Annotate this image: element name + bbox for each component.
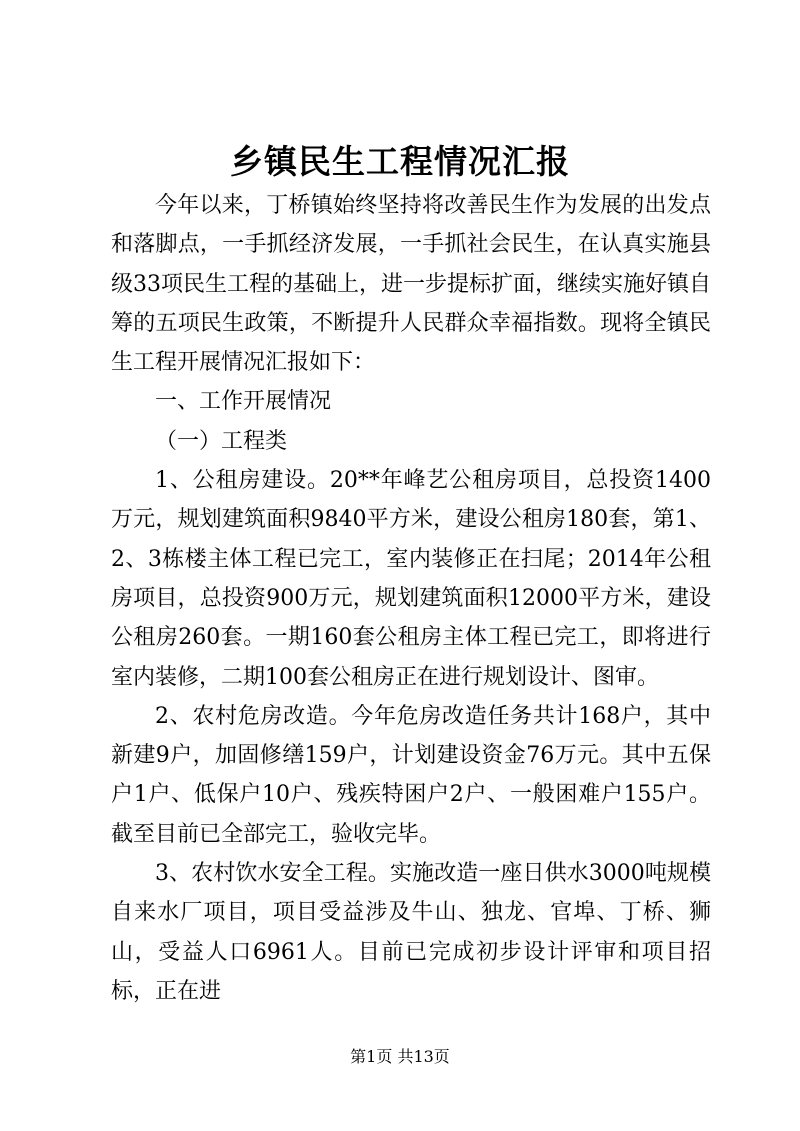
- intro-paragraph: 今年以来，丁桥镇始终坚持将改善民生作为发展的出发点和落脚点，一手抓经济发展，一手抓社会民生，在认真实施县级33项民生工程的基础上，进一步提标扩面，继续实施好镇自筹的五项民生政策，不断提升人民群众幸福指数。现将全镇民生工程开展情况汇报如下：: [111, 193, 711, 376]
- subsection-heading-engineering: （一）工程类: [155, 428, 288, 454]
- page-number-footer: 第1页 共13页: [350, 1047, 450, 1066]
- document-title: 乡镇民生工程情况汇报: [230, 142, 570, 181]
- paragraph-rural-drinking-water: 3、农村饮水安全工程。实施改造一座日供水3000吨规模自来水厂项目，项目受益涉及牛山、独龙、官埠、丁桥、狮山，受益人口6961人。目前已完成初步设计评审和项目招标，正在进: [111, 861, 711, 1004]
- document-body: [111, 186, 711, 1011]
- section-heading-work-status: 一、工作开展情况: [155, 389, 332, 415]
- paragraph-rural-dilapidated-housing: 2、农村危房改造。今年危房改造任务共计168户，其中新建9户，加固修缮159户，计划建设资金76万元。其中五保户1户、低保户10户、残疾特困户2户、一般困难户155户。截至目前已全部完工，验收完毕。: [111, 703, 711, 847]
- paragraph-public-rental-housing: 1、公租房建设。20**年峰艺公租房项目，总投资1400万元，规划建筑面积9840平方米，建设公租房180套，第1、2、3栋楼主体工程已完工，室内装修正在扫尾；2014年公租房项目，总投资900万元，规划建筑面积12000平方米，建设公租房260套。一期160套公租房主体工程已完工，即将进行室内装修，二期100套公租房正在进行规划设计、图审。: [111, 468, 711, 690]
